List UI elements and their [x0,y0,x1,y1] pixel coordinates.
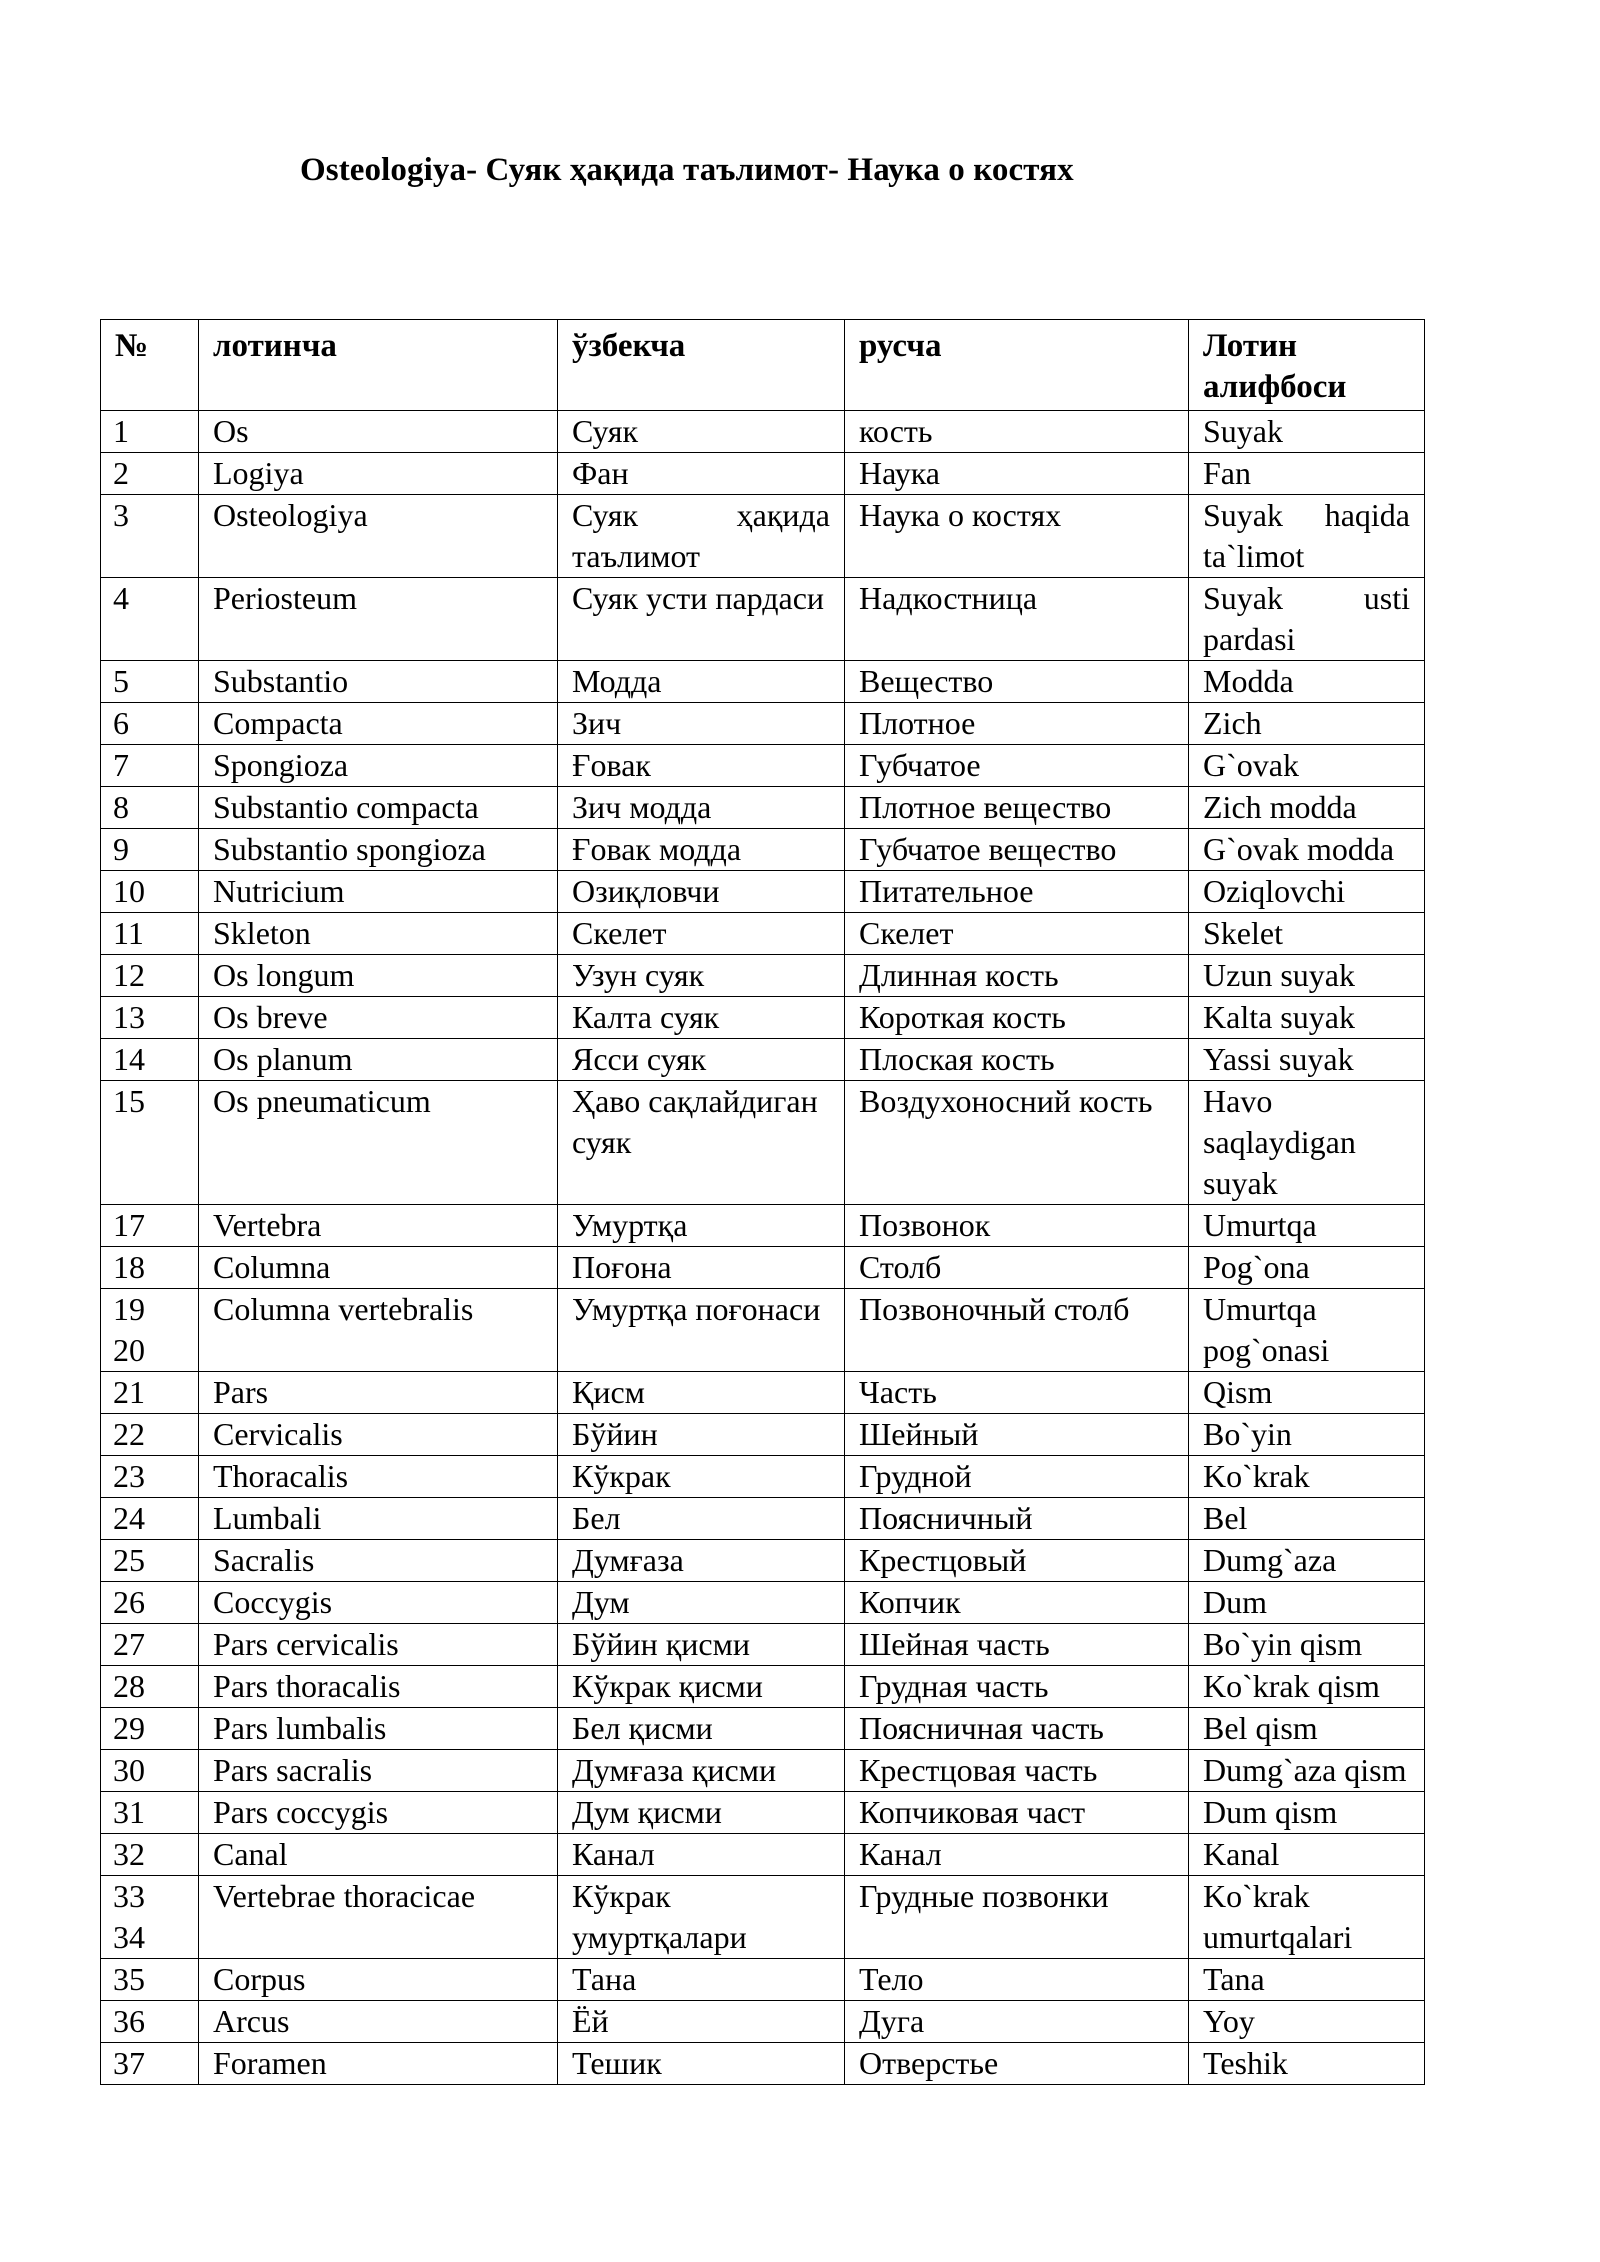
cell-uzbek: Ҳаво сақлайдиган суяк [558,1081,845,1205]
cell-uzbek: Ёй [558,2001,845,2043]
cell-latin-alphabet: Skelet [1189,913,1425,955]
cell-latin: Os longum [199,955,558,997]
cell-latin: Spongioza [199,745,558,787]
cell-russian: Часть [845,1372,1189,1414]
cell-latin-alphabet: Teshik [1189,2043,1425,2085]
cell-russian: Воздухоносний кость [845,1081,1189,1205]
cell-uzbek: Бел қисми [558,1708,845,1750]
table-row [101,1414,1425,1456]
cell-number: 2 [101,453,199,495]
cell-latin-alphabet: Bel [1189,1498,1425,1540]
cell-uzbek: Умуртқа [558,1205,845,1247]
table-header-row [101,320,1425,411]
table-row [101,787,1425,829]
table-row [101,1624,1425,1666]
cell-latin-alphabet: Bo`yin [1189,1414,1425,1456]
table-row [101,578,1425,661]
cell-uzbek: Кўкрак [558,1456,845,1498]
table-row [101,1666,1425,1708]
cell-number: 15 [101,1081,199,1205]
cell-number: 6 [101,703,199,745]
cell-uzbek: Тешик [558,2043,845,2085]
cell-latin: Coccygis [199,1582,558,1624]
header-russian: русча [845,320,1189,411]
cell-latin: Pars cervicalis [199,1624,558,1666]
cell-number: 21 [101,1372,199,1414]
table-row [101,1540,1425,1582]
cell-number: 13 [101,997,199,1039]
cell-number: 31 [101,1792,199,1834]
cell-uzbek: Поғона [558,1247,845,1289]
cell-russian: Плотное [845,703,1189,745]
cell-latin: Os planum [199,1039,558,1081]
table-row [101,1750,1425,1792]
cell-latin-alphabet: Pog`ona [1189,1247,1425,1289]
cell-latin-alphabet: Ko`krak [1189,1456,1425,1498]
cell-russian: Грудная часть [845,1666,1189,1708]
cell-number: 5 [101,661,199,703]
cell-latin: Arcus [199,2001,558,2043]
cell-russian: Шейный [845,1414,1189,1456]
cell-russian: Позвоночный столб [845,1289,1189,1372]
cell-latin-alphabet: Ko`krak umurtqalari [1189,1876,1425,1959]
table-row [101,2043,1425,2085]
cell-latin-alphabet: Tana [1189,1959,1425,2001]
cell-latin-alphabet: Qism [1189,1372,1425,1414]
cell-number: 4 [101,578,199,661]
cell-latin-alphabet: Dum qism [1189,1792,1425,1834]
cell-number: 29 [101,1708,199,1750]
cell-number: 7 [101,745,199,787]
cell-number: 3 [101,495,199,578]
table-body [101,411,1425,2085]
cell-number: 8 [101,787,199,829]
cell-latin-alphabet: Yoy [1189,2001,1425,2043]
table-row [101,913,1425,955]
cell-latin-alphabet: Dumg`aza [1189,1540,1425,1582]
cell-latin: Substantio compacta [199,787,558,829]
cell-latin-alphabet: G`ovak [1189,745,1425,787]
cell-uzbek: Умуртқа поғонаси [558,1289,845,1372]
cell-russian: кость [845,411,1189,453]
cell-number: 32 [101,1834,199,1876]
cell-latin: Substantio [199,661,558,703]
cell-number: 26 [101,1582,199,1624]
table-row [101,1959,1425,2001]
table-row [101,495,1425,578]
table-row [101,955,1425,997]
cell-uzbek: Ғовак [558,745,845,787]
cell-latin-alphabet: Bo`yin qism [1189,1624,1425,1666]
cell-russian: Плоская кость [845,1039,1189,1081]
cell-latin-alphabet: Oziqlovchi [1189,871,1425,913]
cell-latin-alphabet: Zich modda [1189,787,1425,829]
cell-russian: Короткая кость [845,997,1189,1039]
table-row [101,745,1425,787]
cell-latin-alphabet: Havo saqlaydigan suyak [1189,1081,1425,1205]
cell-russian: Тело [845,1959,1189,2001]
header-latin: лотинча [199,320,558,411]
cell-uzbek: Кўкрак қисми [558,1666,845,1708]
cell-latin-alphabet: Bel qism [1189,1708,1425,1750]
cell-number: 24 [101,1498,199,1540]
cell-russian: Дуга [845,2001,1189,2043]
cell-latin: Columna vertebralis [199,1289,558,1372]
cell-latin-alphabet: Suyak [1189,411,1425,453]
table-row [101,1456,1425,1498]
cell-russian: Грудной [845,1456,1189,1498]
table-row [101,1289,1425,1372]
cell-uzbek: Кўкрак умуртқалари [558,1876,845,1959]
cell-latin: Lumbali [199,1498,558,1540]
cell-number: 1 [101,411,199,453]
cell-latin: Os breve [199,997,558,1039]
cell-number: 23 [101,1456,199,1498]
cell-russian: Грудные позвонки [845,1876,1189,1959]
cell-latin: Os [199,411,558,453]
cell-uzbek: Бўйин [558,1414,845,1456]
cell-latin-alphabet: Dumg`aza qism [1189,1750,1425,1792]
table-row [101,1081,1425,1205]
cell-russian: Плотное вещество [845,787,1189,829]
cell-number: 14 [101,1039,199,1081]
table-row [101,1708,1425,1750]
cell-latin: Corpus [199,1959,558,2001]
table-row [101,453,1425,495]
cell-latin-alphabet: Fan [1189,453,1425,495]
cell-latin: Foramen [199,2043,558,2085]
cell-latin-alphabet: Modda [1189,661,1425,703]
table-row [101,2001,1425,2043]
cell-russian: Отверстье [845,2043,1189,2085]
table-row [101,1582,1425,1624]
table-row [101,871,1425,913]
cell-latin: Osteologiya [199,495,558,578]
cell-russian: Наука о костях [845,495,1189,578]
cell-uzbek: Дум [558,1582,845,1624]
page-title: Osteologiya- Суяк ҳақида таълимот- Наука о костях [300,152,1074,188]
cell-number: 17 [101,1205,199,1247]
header-number: № [101,320,199,411]
cell-russian: Шейная часть [845,1624,1189,1666]
cell-uzbek: Тана [558,1959,845,2001]
cell-uzbek: Зич модда [558,787,845,829]
cell-number: 33 34 [101,1876,199,1959]
cell-latin: Compacta [199,703,558,745]
cell-latin: Pars sacralis [199,1750,558,1792]
cell-russian: Питательное [845,871,1189,913]
cell-uzbek: Канал [558,1834,845,1876]
table-row [101,1498,1425,1540]
cell-latin: Pars [199,1372,558,1414]
cell-russian: Поясничный [845,1498,1189,1540]
cell-russian: Длинная кость [845,955,1189,997]
cell-number: 30 [101,1750,199,1792]
cell-number: 18 [101,1247,199,1289]
cell-number: 35 [101,1959,199,2001]
cell-russian: Копчиковая част [845,1792,1189,1834]
header-uzbek: ўзбекча [558,320,845,411]
cell-number: 12 [101,955,199,997]
cell-uzbek: Озиқловчи [558,871,845,913]
table-row [101,997,1425,1039]
cell-uzbek: Скелет [558,913,845,955]
cell-latin: Columna [199,1247,558,1289]
cell-latin-alphabet: Suyak usti pardasi [1189,578,1425,661]
cell-russian: Копчик [845,1582,1189,1624]
table-row [101,1372,1425,1414]
cell-uzbek: Зич [558,703,845,745]
cell-latin: Cervicalis [199,1414,558,1456]
cell-uzbek: Ясси суяк [558,1039,845,1081]
cell-number: 25 [101,1540,199,1582]
cell-uzbek: Ғовак модда [558,829,845,871]
cell-number: 10 [101,871,199,913]
cell-latin-alphabet: Yassi suyak [1189,1039,1425,1081]
cell-latin-alphabet: Uzun suyak [1189,955,1425,997]
table-row [101,661,1425,703]
cell-uzbek: Модда [558,661,845,703]
cell-uzbek: Дум қисми [558,1792,845,1834]
table-row [101,1792,1425,1834]
cell-russian: Поясничная часть [845,1708,1189,1750]
cell-russian: Крестцовый [845,1540,1189,1582]
cell-russian: Губчатое вещество [845,829,1189,871]
cell-russian: Позвонок [845,1205,1189,1247]
cell-number: 27 [101,1624,199,1666]
table-row [101,1039,1425,1081]
cell-russian: Наука [845,453,1189,495]
cell-uzbek: Думғаза [558,1540,845,1582]
cell-latin: Pars lumbalis [199,1708,558,1750]
cell-uzbek: Суяк [558,411,845,453]
vocabulary-table [100,319,1425,2085]
cell-uzbek: Калта суяк [558,997,845,1039]
cell-russian: Столб [845,1247,1189,1289]
cell-number: 36 [101,2001,199,2043]
cell-latin-alphabet: Kalta suyak [1189,997,1425,1039]
table-row [101,829,1425,871]
header-latin-alphabet: Лотин алифбоси [1189,320,1425,411]
table-row [101,1205,1425,1247]
cell-latin: Canal [199,1834,558,1876]
cell-latin: Os pneumaticum [199,1081,558,1205]
cell-number: 19 20 [101,1289,199,1372]
table-row [101,1247,1425,1289]
cell-latin: Sacralis [199,1540,558,1582]
cell-latin-alphabet: Kanal [1189,1834,1425,1876]
cell-latin: Vertebrae thoracicae [199,1876,558,1959]
cell-latin: Vertebra [199,1205,558,1247]
table-row [101,411,1425,453]
cell-russian: Надкостница [845,578,1189,661]
cell-uzbek: Суяк ҳақида таълимот [558,495,845,578]
cell-russian: Канал [845,1834,1189,1876]
cell-latin-alphabet: Dum [1189,1582,1425,1624]
cell-latin: Thoracalis [199,1456,558,1498]
cell-russian: Губчатое [845,745,1189,787]
cell-russian: Крестцовая часть [845,1750,1189,1792]
cell-uzbek: Суяк усти пардаси [558,578,845,661]
cell-latin: Nutricium [199,871,558,913]
cell-number: 22 [101,1414,199,1456]
cell-latin: Pars thoracalis [199,1666,558,1708]
table-row [101,703,1425,745]
cell-number: 28 [101,1666,199,1708]
cell-russian: Вещество [845,661,1189,703]
cell-latin: Periosteum [199,578,558,661]
cell-russian: Скелет [845,913,1189,955]
cell-latin-alphabet: Umurtqa pog`onasi [1189,1289,1425,1372]
cell-latin-alphabet: Ko`krak qism [1189,1666,1425,1708]
cell-latin: Pars coccygis [199,1792,558,1834]
cell-uzbek: Бел [558,1498,845,1540]
cell-uzbek: Қисм [558,1372,845,1414]
cell-uzbek: Думғаза қисми [558,1750,845,1792]
cell-latin-alphabet: Suyak haqida ta`limot [1189,495,1425,578]
table-row [101,1834,1425,1876]
cell-latin: Logiya [199,453,558,495]
cell-uzbek: Узун суяк [558,955,845,997]
cell-number: 11 [101,913,199,955]
cell-latin-alphabet: G`ovak modda [1189,829,1425,871]
cell-latin: Substantio spongioza [199,829,558,871]
cell-number: 37 [101,2043,199,2085]
cell-uzbek: Фан [558,453,845,495]
table-row [101,1876,1425,1959]
cell-latin-alphabet: Zich [1189,703,1425,745]
cell-latin: Skleton [199,913,558,955]
cell-latin-alphabet: Umurtqa [1189,1205,1425,1247]
cell-number: 9 [101,829,199,871]
cell-uzbek: Бўйин қисми [558,1624,845,1666]
